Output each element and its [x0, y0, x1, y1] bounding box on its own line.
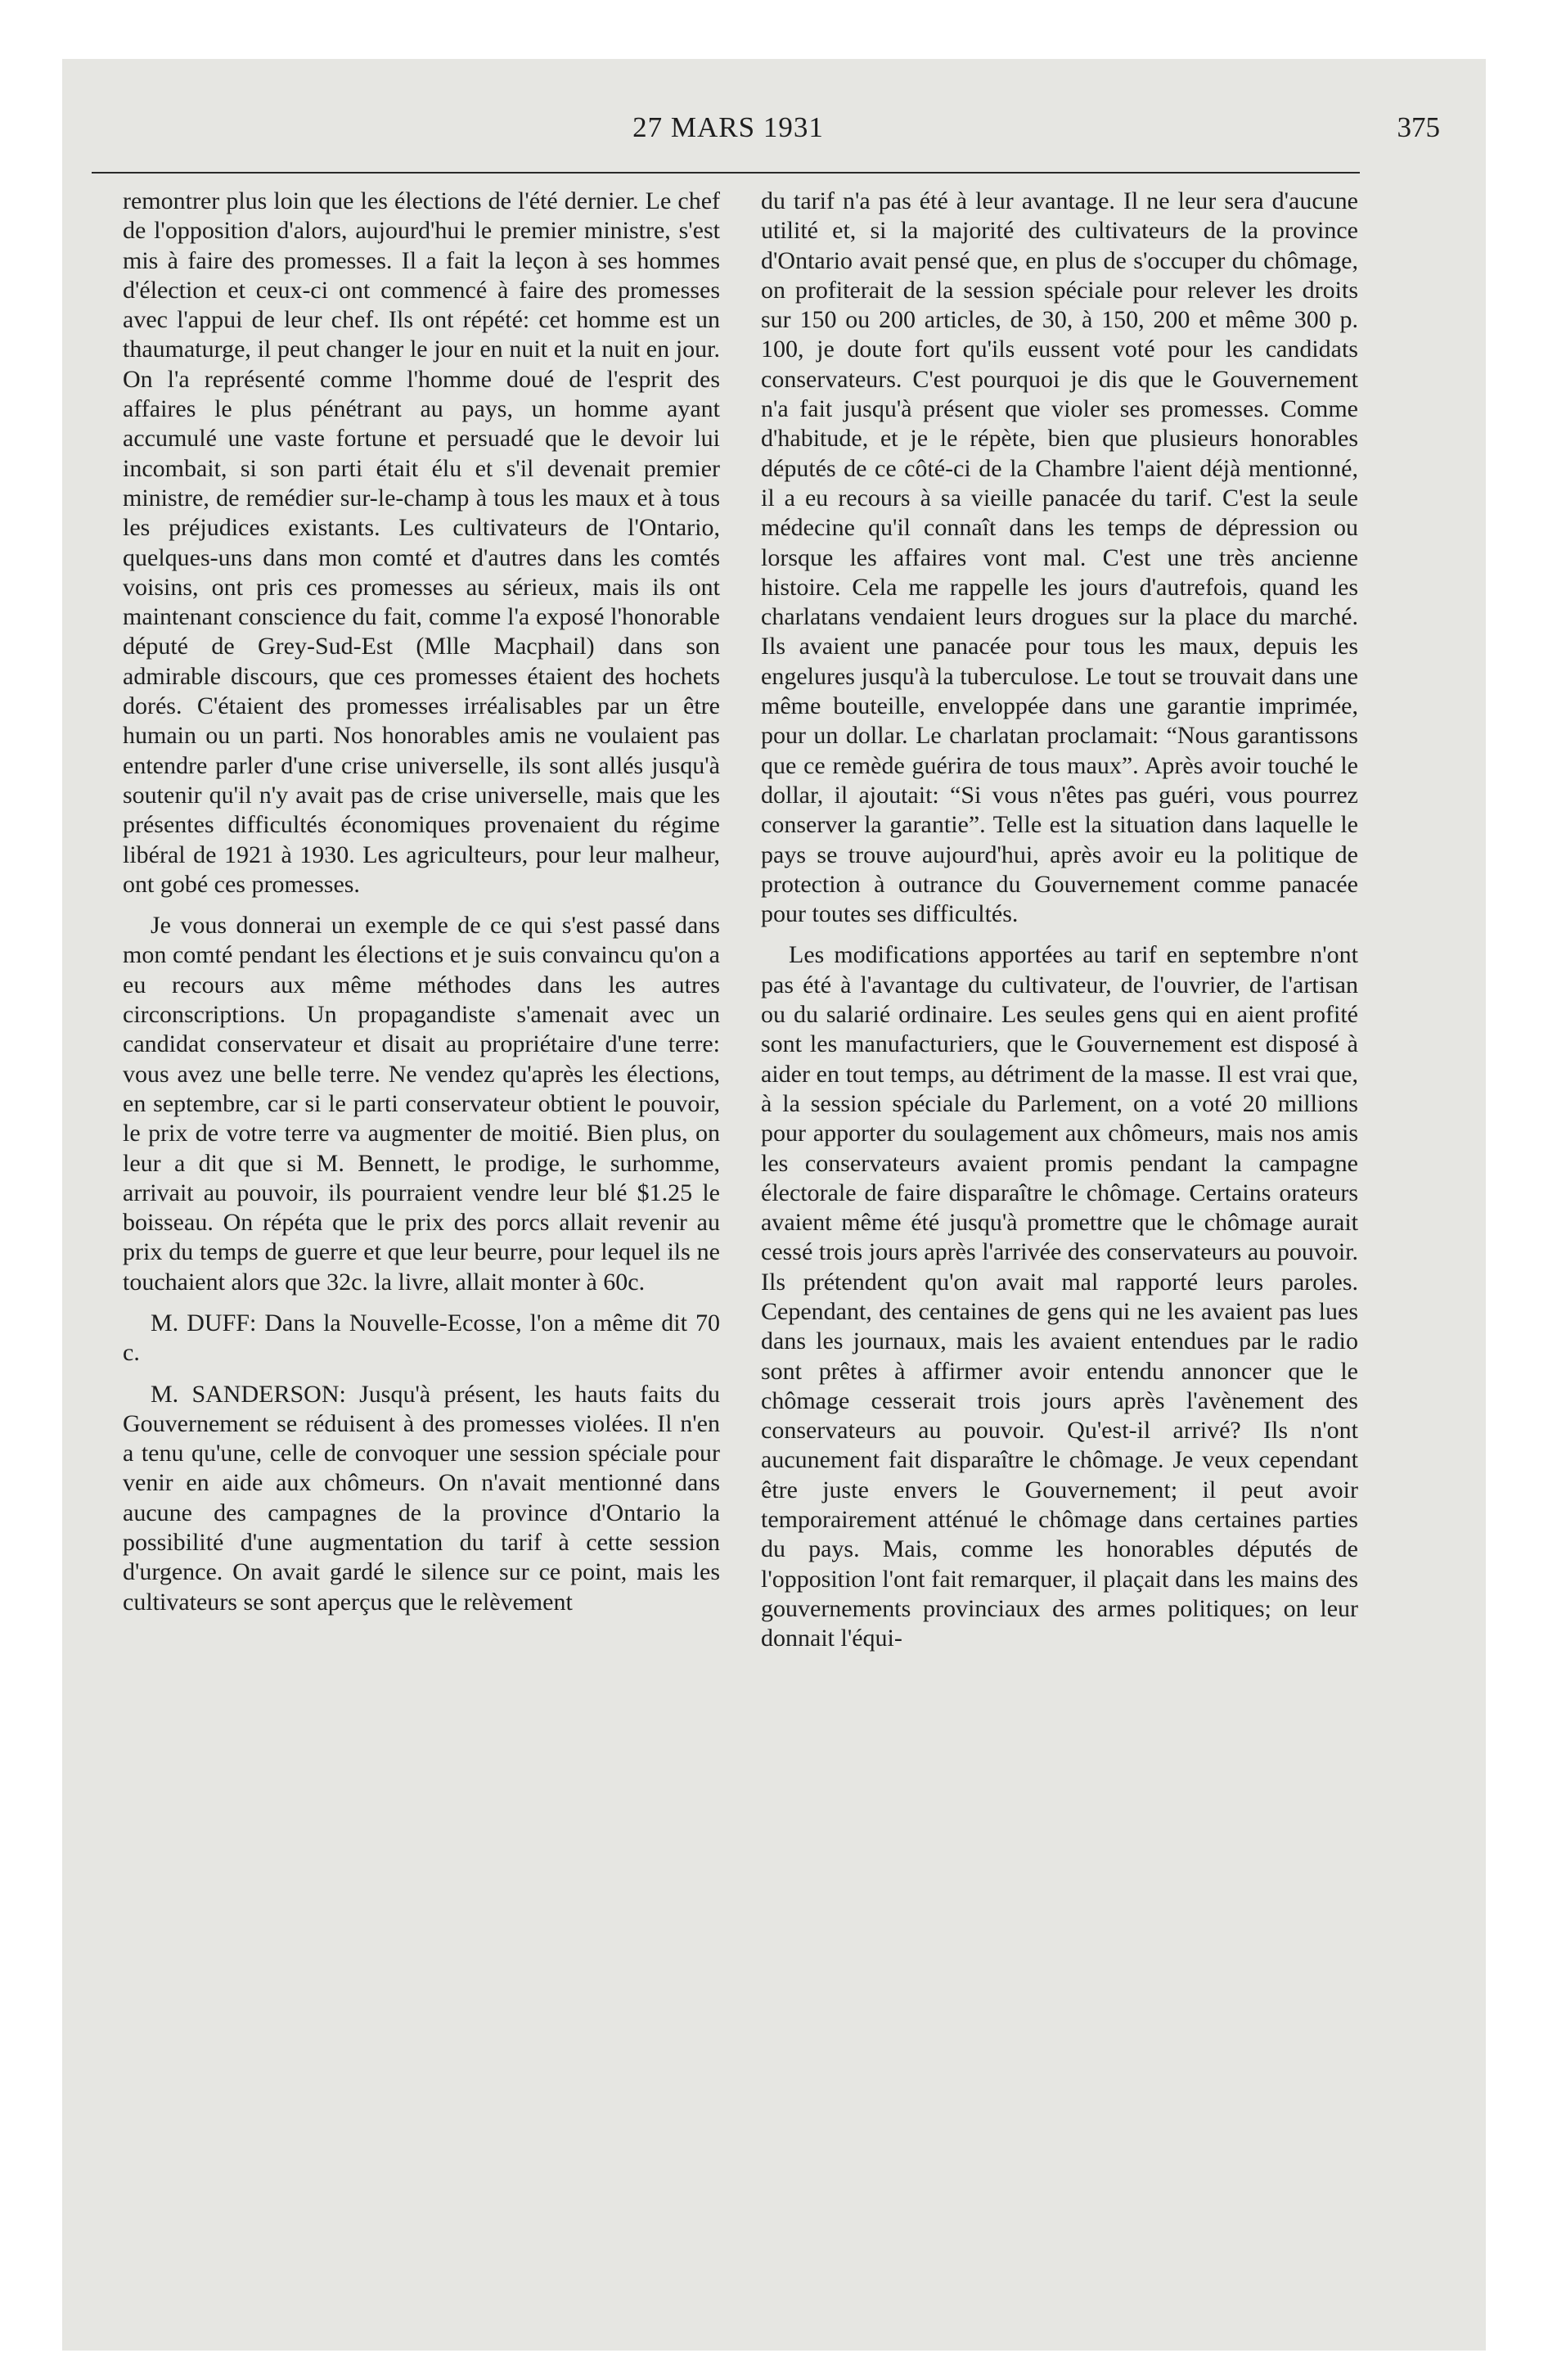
- paragraph: M. DUFF: Dans la Nouvelle-Ecosse, l'on a même dit 70 c.: [123, 1309, 720, 1367]
- header-rule: [92, 172, 1360, 174]
- page-header: [98, 111, 1440, 152]
- paragraph: remontrer plus loin que les élections de l'été dernier. Le chef de l'opposition d'alors, aujourd'hui le premier ministre, s'est mis à faire des promesses. Il a fait la leçon à ses hommes d'élection et ceux-ci ont commencé à faire des promesses avec l'appui de leur chef. Ils ont répété: cet homme est un thaumaturge, il peut changer le jour en nuit et la nuit en jour. On l'a représenté comme l'homme doué de l'esprit des affaires le plus pénétrant au pays, un homme ayant accumulé une vaste fortune et persuadé que le devoir lui incombait, si son parti était élu et s'il devenait premier ministre, de remédier sur-le-champ à tous les maux et à tous les préjudices existants. Les cultivateurs de l'Ontario, quelques-uns dans mon comté et d'autres dans les comtés voisins, ont pris ces promesses au sérieux, mais ils ont maintenant conscience du fait, comme l'a exposé l'honorable député de Grey-Sud-Est (Mlle Macphail) dans son admirable discours, que ces promesses étaient des hochets dorés. C'étaient des promesses irréalisables par un être humain ou un parti. Nos honorables amis ne voulaient pas entendre parler d'une crise universelle, ils sont allés jusqu'à soutenir qu'il n'y avait pas de crise universelle, mais que les présentes difficultés économiques provenaient du régime libéral de 1921 à 1930. Les agriculteurs, pour leur malheur, ont gobé ces promesses.: [123, 187, 720, 898]
- header-date: 27 MARS 1931: [632, 111, 824, 143]
- right-column: [761, 187, 1358, 1654]
- page-number: 375: [1397, 111, 1440, 143]
- left-column: [123, 187, 720, 1617]
- paragraph: Les modifications apportées au tarif en septembre n'ont pas été à l'avantage du cultivateur, de l'ouvrier, de l'artisan ou du salarié ordinaire. Les seules gens qui en aient profité sont les manufacturiers, que le Gouvernement est disposé à aider en tout temps, au détriment de la masse. Il est vrai que, à la session spéciale du Parlement, on a voté 20 millions pour apporter du soulagement aux chômeurs, mais nos amis les conservateurs avaient promis pendant la campagne électorale de faire disparaître le chômage. Certains orateurs avaient même été jusqu'à promettre que le chômage aurait cessé trois jours après l'arrivée des conservateurs au pouvoir. Ils prétendent qu'on avait mal rapporté leurs paroles. Cependant, des centaines de gens qui ne les avaient pas lues dans les journaux, mais les avaient entendues par le radio sont prêtes à affirmer avoir entendu annoncer que le chômage cesserait trois jours après l'avènement des conservateurs au pouvoir. Qu'est-il arrivé? Ils n'ont aucunement fait disparaître le chômage. Je veux cependant être juste envers le Gouvernement; il peut avoir temporairement atténué le chômage dans certaines parties du pays. Mais, comme les honorables députés de l'opposition l'ont fait remarquer, il plaçait dans les mains des gouvernements provinciaux des armes politiques; on leur donnait l'équi-: [761, 941, 1358, 1652]
- paragraph: M. SANDERSON: Jusqu'à présent, les hauts faits du Gouvernement se réduisent à des promesses violées. Il n'en a tenu qu'une, celle de convoquer une session spéciale pour venir en aide aux chômeurs. On n'avait mentionné dans aucune des campagnes de la province d'Ontario la possibilité d'une augmentation du tarif à cette session d'urgence. On avait gardé le silence sur ce point, mais les cultivateurs se sont aperçus que le relèvement: [123, 1380, 720, 1616]
- paragraph: Je vous donnerai un exemple de ce qui s'est passé dans mon comté pendant les élections et je suis convaincu qu'on a eu recours aux même méthodes dans les autres circonscriptions. Un propagandiste s'amenait avec un candidat conservateur et disait au propriétaire d'une terre: vous avez une belle terre. Ne vendez qu'après les élections, en septembre, car si le parti conservateur obtient le pouvoir, le prix de votre terre va augmenter de moitié. Bien plus, on leur a dit que si M. Bennett, le prodige, le surhomme, arrivait au pouvoir, ils pourraient vendre leur blé $1.25 le boisseau. On répéta que le prix des porcs allait revenir au prix du temps de guerre et que leur beurre, pour lequel ils ne touchaient alors que 32c. la livre, allait monter à 60c.: [123, 912, 720, 1296]
- paragraph: du tarif n'a pas été à leur avantage. Il ne leur sera d'aucune utilité et, si la majorité des cultivateurs de la province d'Ontario avait pensé que, en plus de s'occuper du chômage, on profiterait de la session spéciale pour relever les droits sur 150 ou 200 articles, de 30, à 150, 200 et même 300 p. 100, je doute fort qu'ils eussent voté pour les candidats conservateurs. C'est pourquoi je dis que le Gouvernement n'a fait jusqu'à présent que violer ses promesses. Comme d'habitude, et je le répète, bien que plusieurs honorables députés de ce côté-ci de la Chambre l'aient déjà mentionné, il a eu recours à sa vieille panacée du tarif. C'est la seule médecine qu'il connaît dans les temps de dépression ou lorsque les affaires vont mal. C'est une très ancienne histoire. Cela me rappelle les jours d'autrefois, quand les charlatans vendaient leurs drogues sur la place du marché. Ils avaient une panacée pour tous les maux, depuis les engelures jusqu'à la tuberculose. Le tout se trouvait dans une même bouteille, enveloppée dans une garantie imprimée, pour un dollar. Le charlatan proclamait: “Nous garantissons que ce remède guérira de tous maux”. Après avoir touché le dollar, il ajoutait: “Si vous n'êtes pas guéri, vous pourrez conserver la garantie”. Telle est la situation dans laquelle le pays se trouve aujourd'hui, après avoir eu la politique de protection à outrance du Gouvernement comme panacée pour toutes ses difficultés.: [761, 187, 1358, 928]
